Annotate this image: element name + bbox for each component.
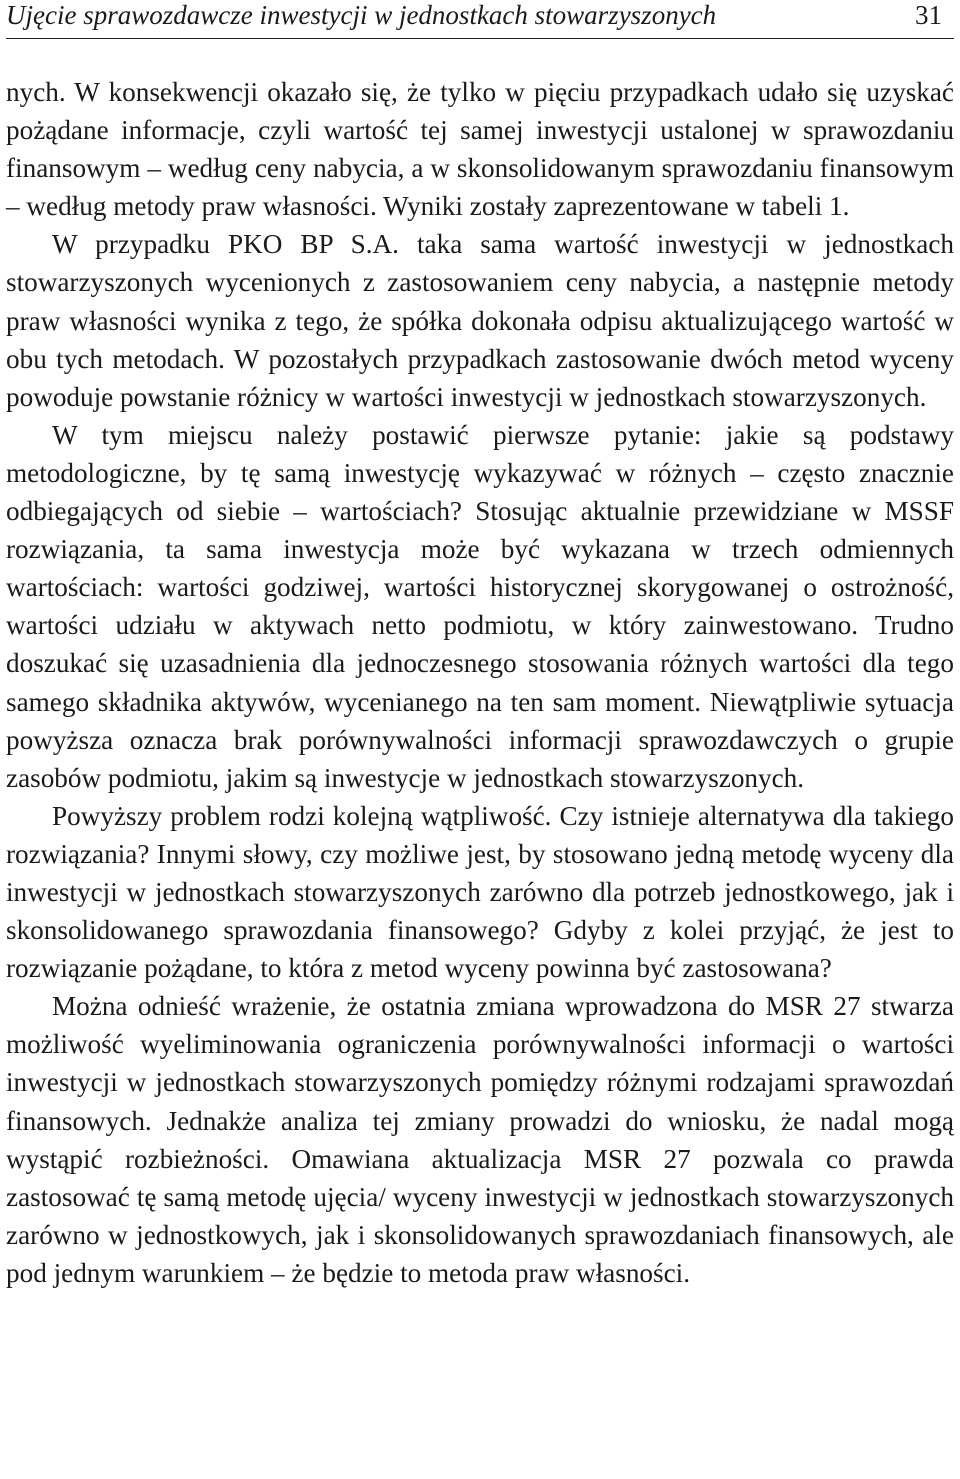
running-header [6,0,954,39]
body-text [6,73,954,1292]
paragraph: W tym miejscu należy postawić pierwsze pytanie: jakie są podstawy metodologiczne, by tę samą inwestycję wykazywać w różnych – często znacznie odbiegających od siebie – wartościach? Stosując aktualnie przewidziane w MSSF rozwiązania, ta sama inwestycja może być wykazana w trzech odmiennych wartościach: wartości godziwej, wartości historycznej skorygowanej o ostrożność, wartości udziału w aktywach netto podmiotu, w który zainwestowano. Trudno doszukać się uzasadnienia dla jednoczesnego stosowania różnych wartości dla tego samego składnika aktywów, wycenianego na ten sam moment. Niewątpliwie sytuacja powyższa oznacza brak porównywalności informacji sprawozdawczych o grupie zasobów podmiotu, jakim są inwestycje w jednostkach stowarzyszonych. [6,419,954,793]
paragraph-continuation: nych. W konsekwencji okazało się, że tylko w pięciu przypadkach udało się uzyskać pożądane informacje, czyli wartość tej samej inwestycji ustalonej w sprawozdaniu finansowym – według ceny nabycia, a w skonsolidowanym sprawozdaniu finansowym – według metody praw własności. Wyniki zostały zaprezentowane w tabeli 1. [6,77,954,222]
paragraph: Można odnieść wrażenie, że ostatnia zmiana wprowadzona do MSR 27 stwarza możliwość wyeliminowania ograniczenia porównywalności informacji o wartości inwestycji w jednostkach stowarzyszonych pomiędzy różnymi rodzajami sprawozdań finansowych. Jednakże analiza tej zmiany prowadzi do wniosku, że nadal mogą wystąpić rozbieżności. Omawiana aktualizacja MSR 27 pozwala co prawda zastosować tę samą metodę ujęcia/ wyceny inwestycji w jednostkach stowarzyszonych zarówno w jednostkowych, jak i skonsolidowanych sprawozdaniach finansowych, ale pod jednym warunkiem – że będzie to metoda praw własności. [6,991,954,1288]
paragraph: W przypadku PKO BP S.A. taka sama wartość inwestycji w jednostkach stowarzyszonych wycenionych z zastosowaniem ceny nabycia, a następnie metody praw własności wynika z tego, że spółka dokonała odpisu aktualizującego wartość w obu tych metodach. W pozostałych przypadkach zastosowanie dwóch metod wyceny powoduje powstanie różnicy w wartości inwestycji w jednostkach stowarzyszonych. [6,229,954,412]
running-title: Ujęcie sprawozdawcze inwestycji w jednostkach stowarzyszonych [6,0,717,30]
paragraph: Powyższy problem rodzi kolejną wątpliwość. Czy istnieje alternatywa dla takiego rozwiązania? Innymi słowy, czy możliwe jest, by stosowano jedną metodę wyceny dla inwestycji w jednostkach stowarzyszonych zarówno dla potrzeb jednostkowego, jak i skonsolidowanego sprawozdania finansowego? Gdyby z kolei przyjąć, że jest to rozwiązanie pożądane, to która z metod wyceny powinna być zastosowana? [6,800,954,984]
page-number: 31 [915,0,942,30]
